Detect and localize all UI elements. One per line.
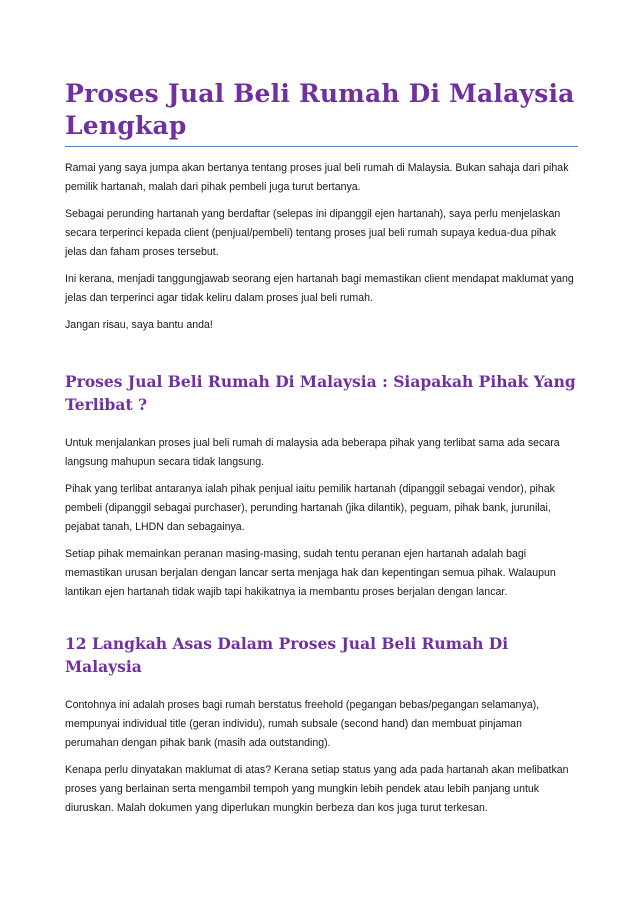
section-steps-body [65,696,578,818]
section-parties-paragraph-3: Setiap pihak memainkan peranan masing-masing, sudah tentu peranan ejen hartanah adalah bagi memastikan urusan berjalan dengan lancar serta menjaga hak dan kepentingan semua pihak. Walaupun lantikan ejen hartanah tidak wajib tapi hakikatnya ia membantu proses berjalan dengan lancar. [65,548,556,598]
section-heading-steps: 12 Langkah Asas Dalam Proses Jual Beli Rumah Di Malaysia [65,634,509,676]
section-parties-body [65,434,578,602]
intro-section [65,159,578,335]
section-parties-paragraph-1: Untuk menjalankan proses jual beli rumah di malaysia ada beberapa pihak yang terlibat sama ada secara langsung mahupun secara tidak langsung. [65,437,560,468]
section-parties-paragraph-2: Pihak yang terlibat antaranya ialah pihak penjual iaitu pemilik hartanah (dipanggil sebagai vendor), pihak pembeli (dipanggil sebagai purchaser), perunding hartanah (jika dilantik), peguam, pihak bank, jurunilai, pejabat tanah, LHDN dan sebagainya. [65,483,555,533]
page-title: Proses Jual Beli Rumah Di Malaysia Lengkap [65,78,578,147]
section-steps-paragraph-1: Contohnya ini adalah proses bagi rumah berstatus freehold (pegangan bebas/pegangan selamanya), mempunyai individual title (geran individu), rumah subsale (second hand) dan membuat pinjaman perumahan dengan pihak bank (masih ada outstanding). [65,699,540,749]
intro-paragraph-2: Sebagai perunding hartanah yang berdaftar (selepas ini dipanggil ejen hartanah), saya perlu menjelaskan secara terperinci kepada client (penjual/pembeli) tentang proses jual beli rumah supaya kedua-dua pihak jelas dan faham proses tersebut. [65,208,561,258]
section-heading-parties: Proses Jual Beli Rumah Di Malaysia : Siapakah Pihak Yang Terlibat ? [65,372,576,414]
section-steps-paragraph-2: Kenapa perlu dinyatakan maklumat di atas? Kerana setiap status yang ada pada hartanah akan melibatkan proses yang berlainan serta mengambil tempoh yang mungkin lebih pendek atau lebih panjang untuk diuruskan. Malah dokumen yang diperlukan mungkin berbeza dan kos juga turut terkesan. [65,764,569,814]
intro-paragraph-4: Jangan risau, saya bantu anda! [65,319,213,331]
intro-paragraph-1: Ramai yang saya jumpa akan bertanya tentang proses jual beli rumah di Malaysia. Bukan sahaja dari pihak pemilik hartanah, malah dari pihak pembeli juga turut bertanya. [65,162,569,193]
intro-paragraph-3: Ini kerana, menjadi tanggungjawab seorang ejen hartanah bagi memastikan client mendapat maklumat yang jelas dan terperinci agar tidak keliru dalam proses jual beli rumah. [65,273,574,304]
